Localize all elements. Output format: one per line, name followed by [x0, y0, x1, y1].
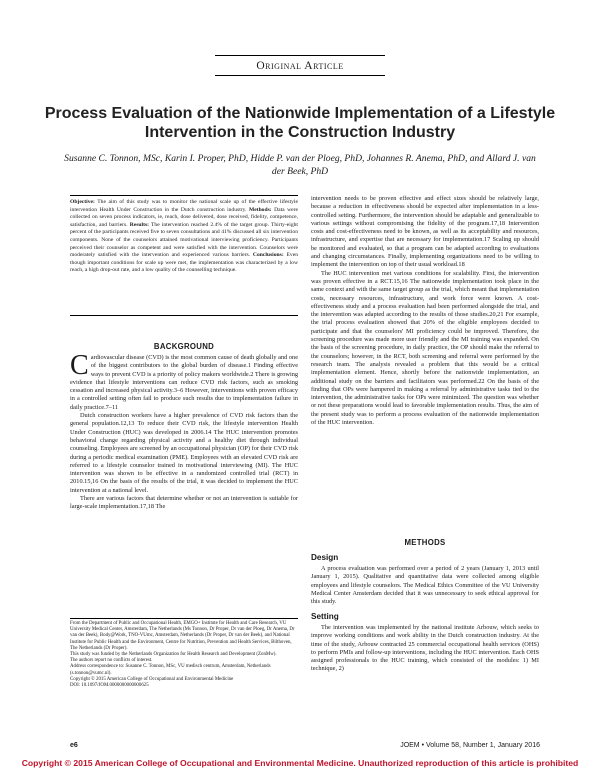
background-paragraph-3: There are various factors that determine whether or not an intervention is suitable for large-scale implementation.17,18 The: [70, 495, 298, 511]
abstract-results-label: Results:: [129, 221, 149, 228]
right-paragraph-2: The HUC intervention met various conditions for scalability. First, the intervention was proven effective in a RCT.15,16 The nationwide implementation took place in the same context and with the same target group as the trial, which meant that implementation costs, necessary resources, infrastructure, and work force were known. A cost-effectiveness study and a process evaluation had been performed alongside the trial, and the intervention was adapted according to the results of those studies.20,21 For example, the trial process evaluation showed that 20% of the eligible employees decided to participate and that the counselors' MI proficiency could be improved. Therefore, the screening procedure was made more user friendly and the MI training was expanded. On the basis of the screening procedure, in daily practice, the OP should make the referral to the counselors; however, in the RCT, both screening and referral were performed by the research team. The analysis revealed a problem that this would be a critical implementation element. Hence, shortly before the nationwide implementation, an additional study on the barriers and facilitators was performed.22 On the basis of the finding that OPs were hampered in making a referral by administrative tasks tied to the intervention, the administrative tasks for OPs were minimized. The question was whether or not these preparations would lead to favorable implementation results. Thus, the aim of the present study was to perform a process evaluation of the nationwide implementation of the HUC intervention.: [311, 269, 539, 427]
author-list: Susanne C. Tonnon, MSc, Karin I. Proper, PhD, Hidde P. van der Ploeg, PhD, Johannes R. Anema, PhD, and Allard J. van der Beek, PhD: [64, 153, 536, 177]
setting-paragraph: The intervention was implemented by the national institute Arbouw, which seeks to improve working conditions and work ability in the Dutch construction industry. At the time of the study, Arbouw contracted 25 commercial occupational health services (OHS) to perform PMIs and follow-up interventions, including the HUC intervention. Each OHS assigned professionals to the HUC training, which consisted of the modules: 1) MI technique, 2): [311, 624, 539, 673]
background-paragraph-2: Dutch construction workers have a higher prevalence of CVD risk factors than the general population.12,13 To reduce their CVD risk, the lifestyle intervention Health Under Construction (HUC) was developed in 2006.14 The HUC intervention promotes behavioral change regarding physical activity and a healthy diet through individual counseling. Employees are screened by an occupational physician (OP) for their CVD risk during a periodic medical examination (PME). Employees with an elevated CVD risk are referred to a lifestyle counselor trained in motivational interviewing (MI). The HUC intervention was shown to be effective in a randomized controlled trial (RCT) in 2010.15,16 On the basis of the results of the trial, it was decided to implement the HUC intervention at a national level.: [70, 412, 298, 494]
section-label: Original Article: [256, 60, 344, 72]
drop-cap: C: [70, 350, 89, 381]
abstract-methods-label: Methods:: [248, 206, 272, 213]
methods-heading: METHODS: [404, 538, 446, 547]
background-paragraph-1: [70, 350, 298, 412]
footnote-funding: This study was funded by the Netherlands Organization for Health Research and Development (ZonMw).: [70, 652, 277, 658]
right-column-intro: [311, 195, 539, 427]
design-paragraph: A process evaluation was performed over a period of 2 years (January 1, 2013 until January 1, 2015). Qualitative and quantitative data were collected among eligible employees and lifestyle counselors. The Medical Ethics Committee of the VU University Medical Center Amsterdam decided that it was unnecessary to seek ethical approval for this study.: [311, 565, 539, 606]
abstract-conclusions: Even though important conditions for scale up were met, the implementation was characterized by a low reach, a high drop-out rate, and a low quality of the counselling technique.: [70, 252, 298, 274]
section-label-rule-top: [215, 55, 385, 56]
background-paragraph-1-text: ardiovascular disease (CVD) is the most common cause of death globally and one of the biggest contributors to the global burden of disease.1 Finding effective ways to prevent CVD is a priority of policy makers worldwide.2 There is growing evidence that lifestyle interventions can reduce CVD risk factors, such as smoking cessation and increased physical activity.3–6 However, interventions with proven efficacy in a controlled setting often fail to produce such results due to implementation failure in daily practice.7–11: [70, 354, 298, 411]
abstract-methods: Data were collected on seven process indicators, ie, reach, dose delivered, dose received, fidelity, competence, satisfaction, and barriers.: [70, 206, 299, 228]
background-heading: BACKGROUND: [153, 342, 215, 351]
journal-info: JOEM • Volume 58, Number 1, January 2016: [400, 742, 540, 749]
abstract-objective-label: Objective:: [70, 199, 95, 205]
footnotes: [70, 621, 298, 689]
design-body: [311, 565, 539, 606]
copyright-notice: Copyright © 2015 American College of Occupational and Environmental Medicine. Unauthorized reproduction of this article is prohibited: [21, 758, 579, 768]
footnote-conflicts: The authors report no conflicts of interest.: [70, 658, 153, 664]
abstract-objective: The aim of this study was to monitor the national scale up of the effective lifestyle intervention Health Under Construction in the Dutch construction industry.: [70, 199, 298, 213]
footnote-rule: [70, 618, 298, 619]
section-label-rule-bottom: [215, 75, 385, 76]
background-body: [70, 350, 298, 512]
page-number: e6: [70, 742, 78, 749]
setting-heading: Setting: [311, 612, 339, 621]
footnote-address: Address correspondence to: Susanne C. Tonnon, MSc, VU medisch centrum, Amsterdam, Netherlands (s.tonnon@vumc.nl).: [70, 664, 271, 676]
footnote-doi: DOI: 10.1097/JOM.0000000000000625: [70, 683, 149, 689]
setting-body: [311, 624, 539, 674]
abstract-conclusions-label: Conclusions:: [252, 252, 284, 259]
abstract-results: The intervention reached 2.4% of the target group. Thirty-eight percent of the participants received five to seven consultations and 41% discussed all six intervention components. None of the counselors attained motivational interviewing proficiency. Participants perceived their counselor as competent and were satisfied with the intervention. Counselors were moderately satisfied with the intervention and experienced various barriers.: [70, 221, 298, 259]
abstract: [70, 195, 298, 316]
article-title: Process Evaluation of the Nationwide Implementation of a Lifestyle Intervention in the Construction Industry: [44, 105, 556, 141]
footnote-copyright: Copyright © 2015 American College of Occupational and Environmental Medicine: [70, 676, 234, 682]
footnote-affiliations: From the Department of Public and Occupational Health, EMGO+ Institute for Health and Care Research, VU University Medical Center, Amsterdam, The Netherlands (Ms Tonnon, Dr Proper, Dr van der Ploeg, Dr Anema, Dr van der Beek), Body@Work, TNO-VUmc, Amsterdam, Netherlands (Dr Proper, Dr van der Beek), and National Institute for Public Health and the Environment, Centre for Nutrition, Prevention and Health Services, Bilthoven, The Netherlands (Dr Proper).: [70, 621, 295, 651]
right-paragraph-1: intervention needs to be proven effective and effect sizes should be relatively large, because a reduction in effectiveness should be expected after implementation in a less-controlled setting. Furthermore, the intervention should be adaptable and generalizable to various settings without compromising the fidelity of the program.17,18 Intervention costs and cost-effectiveness need to be known, as well as its acceptability and resources, infrastructure, and expertise that are necessary for implementation.17 Scaling up should be monitored and evaluated, so that a program can be adapted according to evaluations and changing circumstances. Finally, implementing organizations need to be willing to implement the intervention on top of their usual workload.18: [311, 195, 539, 269]
design-heading: Design: [311, 553, 339, 562]
